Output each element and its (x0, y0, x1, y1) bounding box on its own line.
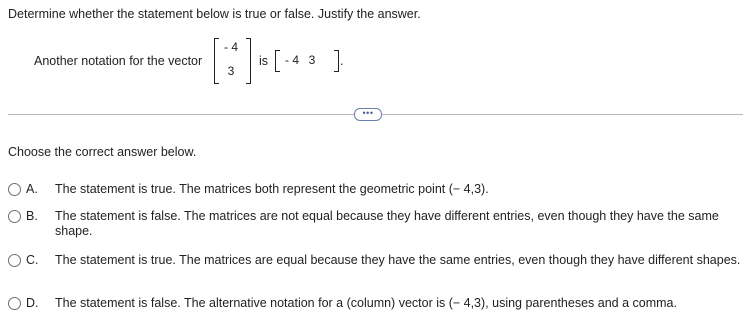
option-b-text: The statement is false. The matrices are not equal because they have different entries, even though they have the same shape. (55, 209, 719, 238)
row-vector-entry-2: 3 (308, 53, 316, 67)
option-c-letter: C. (26, 253, 39, 267)
statement (34, 34, 364, 84)
radio-option-a[interactable] (8, 183, 21, 196)
row-vector-right-bracket (334, 50, 339, 72)
statement-prefix: Another notation for the vector (34, 54, 203, 68)
instruction-text: Choose the correct answer below. (8, 145, 197, 159)
column-vector-entry-2: 3 (227, 64, 235, 78)
option-b-letter: B. (26, 209, 38, 223)
column-vector-right-bracket (246, 38, 251, 84)
option-d-text: The statement is false. The alternative notation for a (column) vector is (− 4,3), using parentheses and a comma. (55, 296, 677, 310)
row-vector-left-bracket (275, 50, 280, 72)
option-d-letter: D. (26, 296, 39, 310)
radio-option-b[interactable] (8, 210, 21, 223)
option-c-text: The statement is true. The matrices are equal because they have the same entries, even though they have different shapes. (55, 253, 741, 267)
row-vector-entry-1: - 4 (284, 53, 299, 67)
option-a-letter: A. (26, 182, 38, 196)
more-button[interactable]: ••• (354, 108, 382, 121)
option-a-text: The statement is true. The matrices both represent the geometric point (− 4,3). (55, 182, 489, 196)
column-vector-left-bracket (214, 38, 219, 84)
column-vector-entry-1: - 4 (223, 40, 238, 54)
statement-period: . (340, 54, 344, 68)
radio-option-d[interactable] (8, 297, 21, 310)
radio-option-c[interactable] (8, 254, 21, 267)
question-text: Determine whether the statement below is true or false. Justify the answer. (8, 7, 421, 21)
statement-is-word: is (259, 54, 269, 68)
